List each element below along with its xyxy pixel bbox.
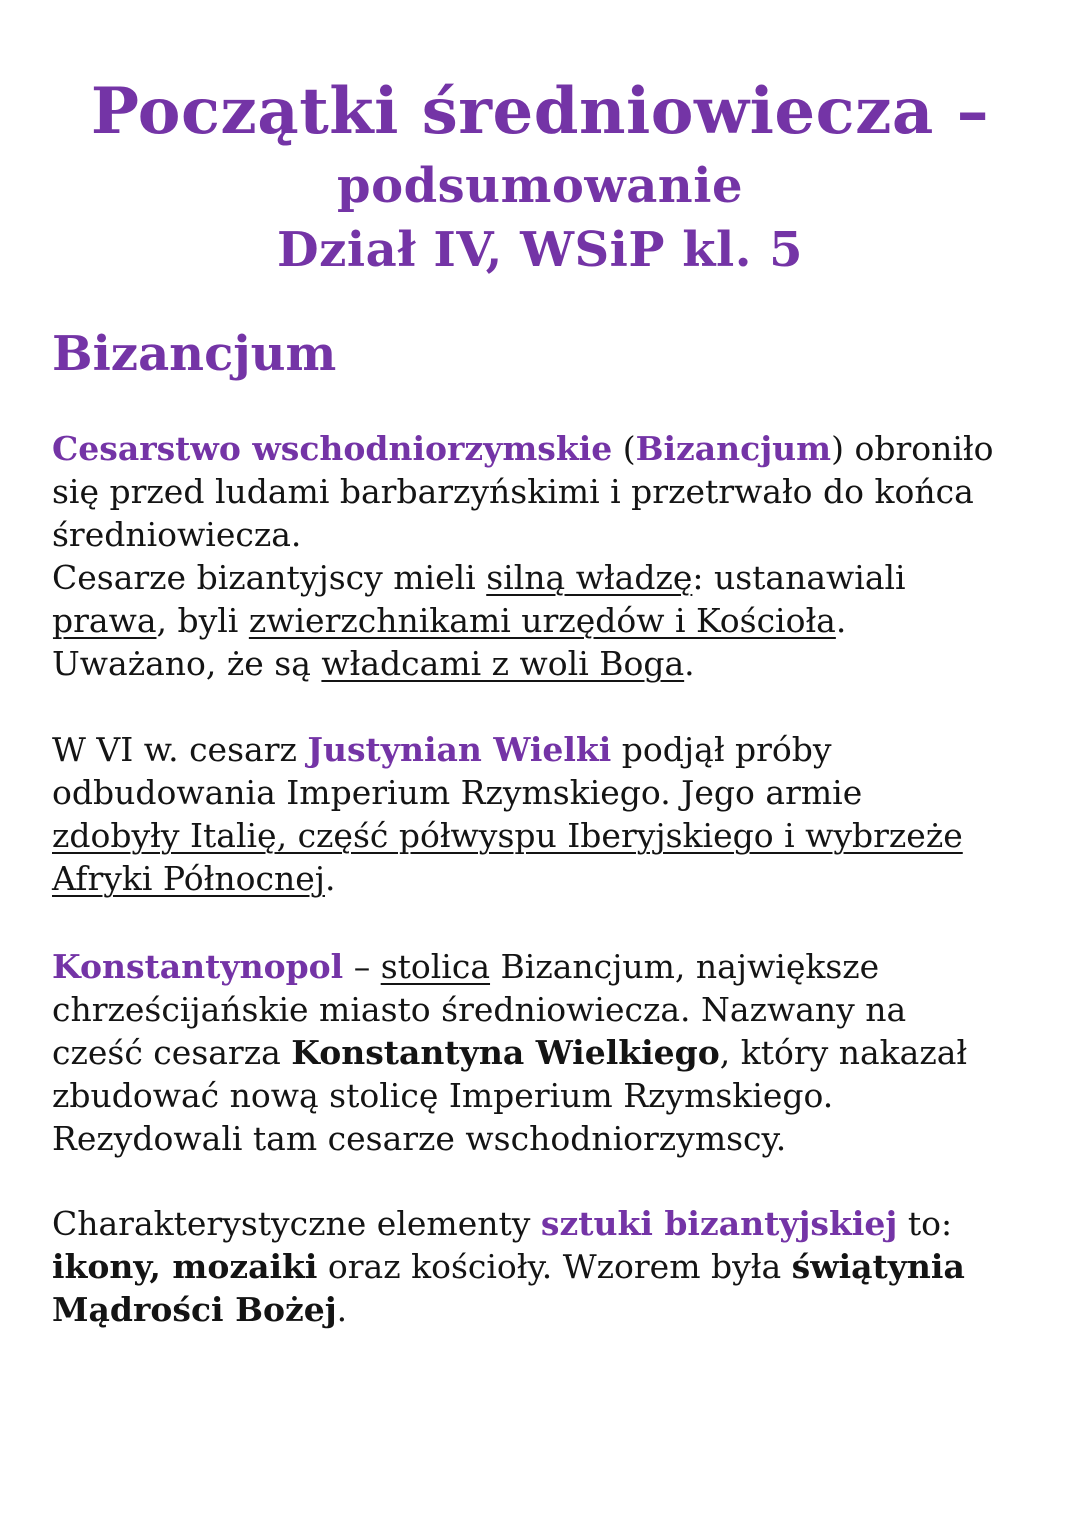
bold-term: świątynia [791,1247,965,1286]
bold-term: ikony, mozaiki [52,1247,318,1286]
underlined-term: zwierzchnikami urzędów i Kościoła [248,601,836,640]
text-line: zbudować nową stolicę Imperium Rzymskiego. [52,1076,834,1115]
text-span: . [835,601,847,640]
text-span: . [684,644,695,683]
highlight-term: Cesarstwo wschodniorzymskie [52,429,613,468]
highlight-term: Justynian Wielki [307,730,612,769]
highlight-term: Konstantynopol [52,947,344,986]
text-span: podjął próby [611,730,832,769]
text-line [52,945,1052,988]
text-span: . [336,1290,348,1329]
text-span: , byli [156,601,249,640]
section-title-bizancjum: Bizancjum [52,326,337,382]
text-line [52,1288,1052,1331]
text-line [52,642,1052,685]
underlined-term: stolica [380,947,491,986]
text-line [52,427,1052,470]
text-span: Uważano, że są [52,644,322,683]
text-span: . [324,859,336,898]
page-title: Początki średniowiecza – [90,74,990,149]
text-line [52,857,1052,900]
bold-term: Konstantyna Wielkiego [291,1033,720,1072]
highlight-term: sztuki bizantyjskiej [540,1204,898,1243]
paragraph-justinian [52,728,1052,900]
text-span: ) obroniło [831,429,994,468]
underlined-line: zdobyły Italię, część półwyspu Iberyjskiego i wybrzeże [52,816,963,855]
text-span: Bizancjum, największe [490,947,880,986]
text-span: to: [897,1204,953,1243]
paragraph-art [52,1202,1052,1331]
text-line: Rezydowali tam cesarze wschodniorzymscy. [52,1119,787,1158]
text-span: cześć cesarza [52,1033,292,1072]
page-subtitle: podsumowanie [337,158,743,214]
text-span: ( [612,429,636,468]
text-span: Charakterystyczne elementy [52,1204,541,1243]
text-span: W VI w. cesarz [52,730,308,769]
text-line [52,1245,1052,1288]
underlined-term: silną władzę [486,558,693,597]
page-chapter-info: Dział IV, WSiP kl. 5 [276,222,804,278]
text-line: chrześcijańskie miasto średniowiecza. Nazwany na [52,990,907,1029]
bold-term: Mądrości Bożej [52,1290,337,1329]
text-line [52,1202,1052,1245]
text-span: , który nakazał [719,1033,968,1072]
text-span: – [343,947,381,986]
text-span: : ustanawiali [692,558,906,597]
underlined-term: Afryki Północnej [52,859,325,898]
text-line: się przed ludami barbarzyńskimi i przetrwało do końca [52,472,974,511]
highlight-term: Bizancjum [635,429,832,468]
text-line [52,556,1052,599]
text-line [52,1031,1052,1074]
text-line: odbudowania Imperium Rzymskiego. Jego armie [52,773,863,812]
text-line [52,728,1052,771]
text-span: Cesarze bizantyjscy mieli [52,558,487,597]
text-line [52,599,1052,642]
text-line: średniowiecza. [52,515,302,554]
paragraph-empire [52,427,1052,685]
text-span: oraz kościoły. Wzorem była [317,1247,792,1286]
underlined-term: prawa [52,601,157,640]
underlined-term: władcami z woli Boga [321,644,685,683]
paragraph-constantinople [52,945,1052,1160]
